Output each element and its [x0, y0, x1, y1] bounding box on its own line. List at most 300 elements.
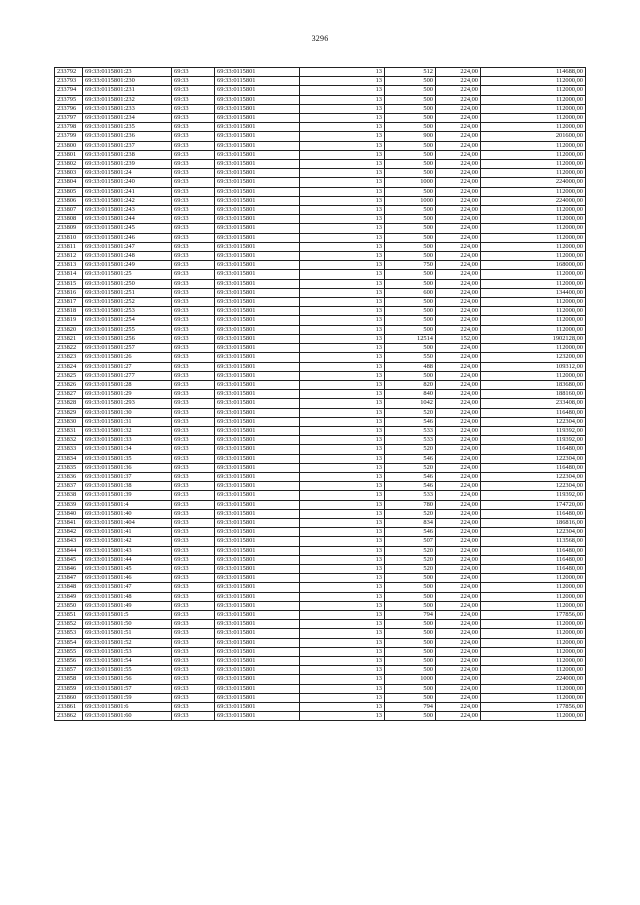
cadastral-quarter-cell: 69:33:0115801 — [215, 546, 300, 555]
cadastral-number-cell: 69:33:0115801:36 — [83, 463, 172, 472]
district-code-cell: 69:33 — [172, 160, 215, 169]
category-code-cell: 13 — [300, 482, 385, 491]
area-cell: 794 — [385, 703, 436, 712]
category-code-cell: 13 — [300, 334, 385, 343]
cadastral-quarter-cell: 69:33:0115801 — [215, 583, 300, 592]
record-id-cell: 233860 — [55, 693, 83, 702]
rate-cell: 224,00 — [436, 215, 481, 224]
rate-cell: 224,00 — [436, 647, 481, 656]
cadastral-number-cell: 69:33:0115801:257 — [83, 344, 172, 353]
rate-cell: 224,00 — [436, 206, 481, 215]
cadastral-quarter-cell: 69:33:0115801 — [215, 518, 300, 527]
rate-cell: 224,00 — [436, 95, 481, 104]
cadastral-value-cell: 112000,00 — [481, 233, 586, 242]
category-code-cell: 13 — [300, 104, 385, 113]
category-code-cell: 13 — [300, 206, 385, 215]
rate-cell: 224,00 — [436, 270, 481, 279]
rate-cell: 224,00 — [436, 371, 481, 380]
cadastral-value-cell: 112000,00 — [481, 638, 586, 647]
record-id-cell: 233861 — [55, 703, 83, 712]
category-code-cell: 13 — [300, 518, 385, 527]
table-row — [55, 684, 586, 693]
record-id-cell: 233802 — [55, 160, 83, 169]
cadastral-quarter-cell: 69:33:0115801 — [215, 436, 300, 445]
category-code-cell: 13 — [300, 555, 385, 564]
cadastral-number-cell: 69:33:0115801:53 — [83, 647, 172, 656]
area-cell: 750 — [385, 261, 436, 270]
area-cell: 500 — [385, 123, 436, 132]
record-id-cell: 233825 — [55, 371, 83, 380]
cadastral-quarter-cell: 69:33:0115801 — [215, 344, 300, 353]
district-code-cell: 69:33 — [172, 509, 215, 518]
area-cell: 500 — [385, 215, 436, 224]
district-code-cell: 69:33 — [172, 472, 215, 481]
record-id-cell: 233795 — [55, 95, 83, 104]
cadastral-quarter-cell: 69:33:0115801 — [215, 482, 300, 491]
cadastral-number-cell: 69:33:0115801:255 — [83, 325, 172, 334]
cadastral-quarter-cell: 69:33:0115801 — [215, 252, 300, 261]
cadastral-value-cell: 112000,00 — [481, 684, 586, 693]
cadastral-number-cell: 69:33:0115801:237 — [83, 141, 172, 150]
category-code-cell: 13 — [300, 86, 385, 95]
area-cell: 500 — [385, 307, 436, 316]
rate-cell: 224,00 — [436, 86, 481, 95]
cadastral-value-cell: 122304,00 — [481, 454, 586, 463]
district-code-cell: 69:33 — [172, 463, 215, 472]
district-code-cell: 69:33 — [172, 325, 215, 334]
district-code-cell: 69:33 — [172, 647, 215, 656]
category-code-cell: 13 — [300, 601, 385, 610]
category-code-cell: 13 — [300, 509, 385, 518]
cadastral-number-cell: 69:33:0115801:248 — [83, 252, 172, 261]
rate-cell: 224,00 — [436, 68, 481, 77]
district-code-cell: 69:33 — [172, 638, 215, 647]
record-id-cell: 233803 — [55, 169, 83, 178]
district-code-cell: 69:33 — [172, 436, 215, 445]
rate-cell: 224,00 — [436, 408, 481, 417]
record-id-cell: 233826 — [55, 380, 83, 389]
rate-cell: 224,00 — [436, 657, 481, 666]
district-code-cell: 69:33 — [172, 298, 215, 307]
cadastral-quarter-cell: 69:33:0115801 — [215, 380, 300, 389]
table-row — [55, 657, 586, 666]
cadastral-quarter-cell: 69:33:0115801 — [215, 196, 300, 205]
category-code-cell: 13 — [300, 288, 385, 297]
cadastral-value-cell: 112000,00 — [481, 160, 586, 169]
cadastral-value-cell: 112000,00 — [481, 104, 586, 113]
area-cell: 500 — [385, 233, 436, 242]
cadastral-quarter-cell: 69:33:0115801 — [215, 574, 300, 583]
cadastral-value-cell: 119392,00 — [481, 426, 586, 435]
cadastral-value-cell: 112000,00 — [481, 141, 586, 150]
table-row — [55, 546, 586, 555]
record-id-cell: 233821 — [55, 334, 83, 343]
record-id-cell: 233847 — [55, 574, 83, 583]
record-id-cell: 233820 — [55, 325, 83, 334]
cadastral-number-cell: 69:33:0115801:51 — [83, 629, 172, 638]
area-cell: 500 — [385, 224, 436, 233]
cadastral-quarter-cell: 69:33:0115801 — [215, 261, 300, 270]
cadastral-value-cell: 112000,00 — [481, 298, 586, 307]
cadastral-quarter-cell: 69:33:0115801 — [215, 472, 300, 481]
area-cell: 500 — [385, 279, 436, 288]
category-code-cell: 13 — [300, 307, 385, 316]
table-row — [55, 417, 586, 426]
district-code-cell: 69:33 — [172, 445, 215, 454]
district-code-cell: 69:33 — [172, 261, 215, 270]
cadastral-value-cell: 116480,00 — [481, 564, 586, 573]
district-code-cell: 69:33 — [172, 362, 215, 371]
category-code-cell: 13 — [300, 666, 385, 675]
category-code-cell: 13 — [300, 95, 385, 104]
rate-cell: 224,00 — [436, 261, 481, 270]
cadastral-quarter-cell: 69:33:0115801 — [215, 426, 300, 435]
category-code-cell: 13 — [300, 114, 385, 123]
category-code-cell: 13 — [300, 344, 385, 353]
cadastral-value-cell: 134400,00 — [481, 288, 586, 297]
cadastral-quarter-cell: 69:33:0115801 — [215, 68, 300, 77]
cadastral-quarter-cell: 69:33:0115801 — [215, 270, 300, 279]
cadastral-quarter-cell: 69:33:0115801 — [215, 77, 300, 86]
table-row — [55, 86, 586, 95]
category-code-cell: 13 — [300, 371, 385, 380]
rate-cell: 224,00 — [436, 160, 481, 169]
cadastral-value-cell: 116480,00 — [481, 555, 586, 564]
area-cell: 500 — [385, 371, 436, 380]
cadastral-number-cell: 69:33:0115801:50 — [83, 620, 172, 629]
area-cell: 500 — [385, 647, 436, 656]
table-row — [55, 104, 586, 113]
category-code-cell: 13 — [300, 325, 385, 334]
cadastral-quarter-cell: 69:33:0115801 — [215, 316, 300, 325]
district-code-cell: 69:33 — [172, 132, 215, 141]
area-cell: 500 — [385, 252, 436, 261]
register-table-body — [55, 68, 586, 721]
cadastral-number-cell: 69:33:0115801:23 — [83, 68, 172, 77]
district-code-cell: 69:33 — [172, 215, 215, 224]
table-row — [55, 537, 586, 546]
cadastral-quarter-cell: 69:33:0115801 — [215, 187, 300, 196]
area-cell: 520 — [385, 509, 436, 518]
area-cell: 550 — [385, 353, 436, 362]
cadastral-value-cell: 112000,00 — [481, 252, 586, 261]
category-code-cell: 13 — [300, 583, 385, 592]
cadastral-quarter-cell: 69:33:0115801 — [215, 288, 300, 297]
area-cell: 533 — [385, 436, 436, 445]
district-code-cell: 69:33 — [172, 141, 215, 150]
district-code-cell: 69:33 — [172, 454, 215, 463]
rate-cell: 224,00 — [436, 564, 481, 573]
cadastral-value-cell: 112000,00 — [481, 371, 586, 380]
table-row — [55, 601, 586, 610]
category-code-cell: 13 — [300, 353, 385, 362]
table-row — [55, 307, 586, 316]
category-code-cell: 13 — [300, 68, 385, 77]
record-id-cell: 233814 — [55, 270, 83, 279]
cadastral-value-cell: 186816,00 — [481, 518, 586, 527]
cadastral-value-cell: 122304,00 — [481, 417, 586, 426]
table-row — [55, 712, 586, 721]
cadastral-number-cell: 69:33:0115801:233 — [83, 104, 172, 113]
category-code-cell: 13 — [300, 472, 385, 481]
district-code-cell: 69:33 — [172, 77, 215, 86]
district-code-cell: 69:33 — [172, 610, 215, 619]
cadastral-number-cell: 69:33:0115801:32 — [83, 426, 172, 435]
district-code-cell: 69:33 — [172, 583, 215, 592]
category-code-cell: 13 — [300, 629, 385, 638]
cadastral-value-cell: 112000,00 — [481, 574, 586, 583]
table-row — [55, 703, 586, 712]
record-id-cell: 233853 — [55, 629, 83, 638]
area-cell: 546 — [385, 528, 436, 537]
category-code-cell: 13 — [300, 528, 385, 537]
table-row — [55, 638, 586, 647]
district-code-cell: 69:33 — [172, 675, 215, 684]
cadastral-value-cell: 113568,00 — [481, 537, 586, 546]
table-row — [55, 169, 586, 178]
cadastral-quarter-cell: 69:33:0115801 — [215, 334, 300, 343]
cadastral-quarter-cell: 69:33:0115801 — [215, 454, 300, 463]
category-code-cell: 13 — [300, 564, 385, 573]
rate-cell: 224,00 — [436, 666, 481, 675]
cadastral-quarter-cell: 69:33:0115801 — [215, 657, 300, 666]
category-code-cell: 13 — [300, 132, 385, 141]
cadastral-quarter-cell: 69:33:0115801 — [215, 712, 300, 721]
cadastral-value-cell: 123200,00 — [481, 353, 586, 362]
category-code-cell: 13 — [300, 279, 385, 288]
cadastral-quarter-cell: 69:33:0115801 — [215, 160, 300, 169]
area-cell: 900 — [385, 132, 436, 141]
rate-cell: 224,00 — [436, 196, 481, 205]
table-row — [55, 380, 586, 389]
cadastral-value-cell: 224000,00 — [481, 178, 586, 187]
record-id-cell: 233818 — [55, 307, 83, 316]
area-cell: 1000 — [385, 178, 436, 187]
category-code-cell: 13 — [300, 426, 385, 435]
table-row — [55, 132, 586, 141]
rate-cell: 224,00 — [436, 353, 481, 362]
cadastral-value-cell: 116480,00 — [481, 546, 586, 555]
cadastral-number-cell: 69:33:0115801:60 — [83, 712, 172, 721]
cadastral-value-cell: 112000,00 — [481, 169, 586, 178]
cadastral-quarter-cell: 69:33:0115801 — [215, 307, 300, 316]
table-row — [55, 574, 586, 583]
rate-cell: 224,00 — [436, 518, 481, 527]
area-cell: 546 — [385, 482, 436, 491]
category-code-cell: 13 — [300, 610, 385, 619]
district-code-cell: 69:33 — [172, 224, 215, 233]
cadastral-number-cell: 69:33:0115801:49 — [83, 601, 172, 610]
table-row — [55, 491, 586, 500]
district-code-cell: 69:33 — [172, 684, 215, 693]
rate-cell: 224,00 — [436, 344, 481, 353]
record-id-cell: 233835 — [55, 463, 83, 472]
rate-cell: 224,00 — [436, 132, 481, 141]
category-code-cell: 13 — [300, 399, 385, 408]
cadastral-value-cell: 112000,00 — [481, 647, 586, 656]
record-id-cell: 233846 — [55, 564, 83, 573]
cadastral-number-cell: 69:33:0115801:25 — [83, 270, 172, 279]
cadastral-quarter-cell: 69:33:0115801 — [215, 620, 300, 629]
record-id-cell: 233852 — [55, 620, 83, 629]
cadastral-quarter-cell: 69:33:0115801 — [215, 463, 300, 472]
area-cell: 500 — [385, 114, 436, 123]
cadastral-quarter-cell: 69:33:0115801 — [215, 325, 300, 334]
cadastral-number-cell: 69:33:0115801:253 — [83, 307, 172, 316]
area-cell: 500 — [385, 104, 436, 113]
cadastral-number-cell: 69:33:0115801:29 — [83, 390, 172, 399]
category-code-cell: 13 — [300, 150, 385, 159]
record-id-cell: 233834 — [55, 454, 83, 463]
cadastral-number-cell: 69:33:0115801:39 — [83, 491, 172, 500]
cadastral-quarter-cell: 69:33:0115801 — [215, 528, 300, 537]
cadastral-value-cell: 122304,00 — [481, 482, 586, 491]
cadastral-quarter-cell: 69:33:0115801 — [215, 362, 300, 371]
district-code-cell: 69:33 — [172, 288, 215, 297]
district-code-cell: 69:33 — [172, 334, 215, 343]
record-id-cell: 233804 — [55, 178, 83, 187]
cadastral-value-cell: 112000,00 — [481, 242, 586, 251]
cadastral-number-cell: 69:33:0115801:238 — [83, 150, 172, 159]
cadastral-number-cell: 69:33:0115801:52 — [83, 638, 172, 647]
cadastral-number-cell: 69:33:0115801:254 — [83, 316, 172, 325]
rate-cell: 224,00 — [436, 252, 481, 261]
category-code-cell: 13 — [300, 187, 385, 196]
rate-cell: 224,00 — [436, 610, 481, 619]
category-code-cell: 13 — [300, 546, 385, 555]
cadastral-value-cell: 119392,00 — [481, 491, 586, 500]
cadastral-quarter-cell: 69:33:0115801 — [215, 629, 300, 638]
table-row — [55, 399, 586, 408]
cadastral-value-cell: 112000,00 — [481, 325, 586, 334]
area-cell: 500 — [385, 712, 436, 721]
record-id-cell: 233855 — [55, 647, 83, 656]
record-id-cell: 233838 — [55, 491, 83, 500]
area-cell: 780 — [385, 500, 436, 509]
category-code-cell: 13 — [300, 491, 385, 500]
rate-cell: 224,00 — [436, 693, 481, 702]
cadastral-quarter-cell: 69:33:0115801 — [215, 95, 300, 104]
record-id-cell: 233812 — [55, 252, 83, 261]
record-id-cell: 233799 — [55, 132, 83, 141]
area-cell: 500 — [385, 86, 436, 95]
district-code-cell: 69:33 — [172, 518, 215, 527]
cadastral-quarter-cell: 69:33:0115801 — [215, 233, 300, 242]
record-id-cell: 233831 — [55, 426, 83, 435]
cadastral-number-cell: 69:33:0115801:24 — [83, 169, 172, 178]
category-code-cell: 13 — [300, 647, 385, 656]
area-cell: 1042 — [385, 399, 436, 408]
district-code-cell: 69:33 — [172, 657, 215, 666]
rate-cell: 224,00 — [436, 638, 481, 647]
cadastral-number-cell: 69:33:0115801:45 — [83, 564, 172, 573]
cadastral-quarter-cell: 69:33:0115801 — [215, 537, 300, 546]
area-cell: 520 — [385, 555, 436, 564]
rate-cell: 224,00 — [436, 482, 481, 491]
cadastral-number-cell: 69:33:0115801:54 — [83, 657, 172, 666]
table-row — [55, 528, 586, 537]
rate-cell: 224,00 — [436, 123, 481, 132]
category-code-cell: 13 — [300, 712, 385, 721]
rate-cell: 152,00 — [436, 334, 481, 343]
rate-cell: 224,00 — [436, 712, 481, 721]
rate-cell: 224,00 — [436, 307, 481, 316]
cadastral-quarter-cell: 69:33:0115801 — [215, 417, 300, 426]
category-code-cell: 13 — [300, 160, 385, 169]
category-code-cell: 13 — [300, 77, 385, 86]
record-id-cell: 233800 — [55, 141, 83, 150]
cadastral-quarter-cell: 69:33:0115801 — [215, 298, 300, 307]
table-row — [55, 196, 586, 205]
rate-cell: 224,00 — [436, 242, 481, 251]
cadastral-quarter-cell: 69:33:0115801 — [215, 500, 300, 509]
rate-cell: 224,00 — [436, 426, 481, 435]
rate-cell: 224,00 — [436, 574, 481, 583]
record-id-cell: 233806 — [55, 196, 83, 205]
category-code-cell: 13 — [300, 123, 385, 132]
category-code-cell: 13 — [300, 390, 385, 399]
category-code-cell: 13 — [300, 417, 385, 426]
table-row — [55, 583, 586, 592]
table-row — [55, 390, 586, 399]
rate-cell: 224,00 — [436, 114, 481, 123]
district-code-cell: 69:33 — [172, 104, 215, 113]
area-cell: 1000 — [385, 196, 436, 205]
district-code-cell: 69:33 — [172, 491, 215, 500]
area-cell: 500 — [385, 583, 436, 592]
rate-cell: 224,00 — [436, 675, 481, 684]
rate-cell: 224,00 — [436, 629, 481, 638]
cadastral-value-cell: 168000,00 — [481, 261, 586, 270]
area-cell: 500 — [385, 187, 436, 196]
table-row — [55, 371, 586, 380]
table-row — [55, 426, 586, 435]
category-code-cell: 13 — [300, 270, 385, 279]
table-row — [55, 620, 586, 629]
record-id-cell: 233792 — [55, 68, 83, 77]
district-code-cell: 69:33 — [172, 123, 215, 132]
cadastral-quarter-cell: 69:33:0115801 — [215, 675, 300, 684]
category-code-cell: 13 — [300, 638, 385, 647]
cadastral-number-cell: 69:33:0115801:56 — [83, 675, 172, 684]
record-id-cell: 233850 — [55, 601, 83, 610]
rate-cell: 224,00 — [436, 150, 481, 159]
cadastral-value-cell: 112000,00 — [481, 95, 586, 104]
category-code-cell: 13 — [300, 693, 385, 702]
cadastral-value-cell: 224000,00 — [481, 196, 586, 205]
record-id-cell: 233843 — [55, 537, 83, 546]
area-cell: 500 — [385, 629, 436, 638]
cadastral-value-cell: 177856,00 — [481, 703, 586, 712]
category-code-cell: 13 — [300, 445, 385, 454]
district-code-cell: 69:33 — [172, 500, 215, 509]
area-cell: 500 — [385, 242, 436, 251]
record-id-cell: 233817 — [55, 298, 83, 307]
rate-cell: 224,00 — [436, 325, 481, 334]
cadastral-number-cell: 69:33:0115801:37 — [83, 472, 172, 481]
district-code-cell: 69:33 — [172, 666, 215, 675]
table-row — [55, 344, 586, 353]
cadastral-value-cell: 112000,00 — [481, 344, 586, 353]
area-cell: 500 — [385, 141, 436, 150]
cadastral-value-cell: 112000,00 — [481, 150, 586, 159]
cadastral-number-cell: 69:33:0115801:242 — [83, 196, 172, 205]
category-code-cell: 13 — [300, 574, 385, 583]
area-cell: 500 — [385, 206, 436, 215]
district-code-cell: 69:33 — [172, 555, 215, 564]
cadastral-value-cell: 1902128,00 — [481, 334, 586, 343]
table-row — [55, 215, 586, 224]
